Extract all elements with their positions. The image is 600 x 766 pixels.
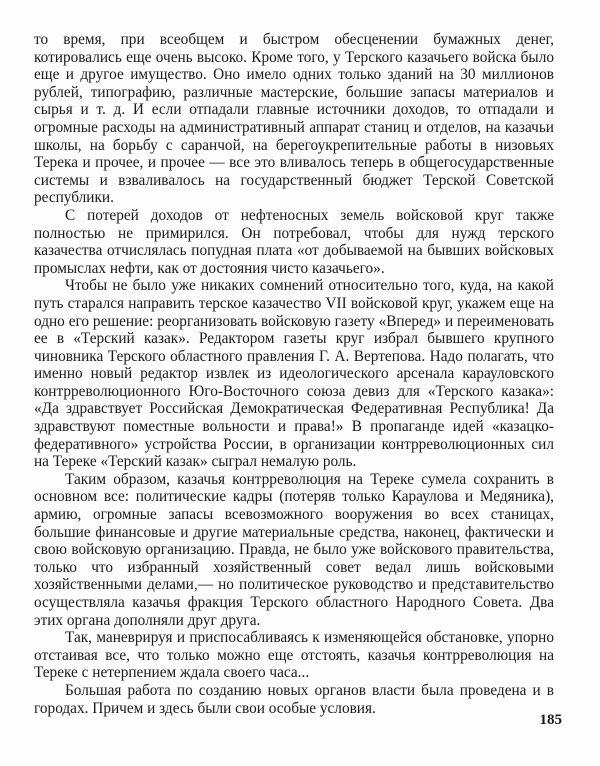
paragraph-continuation: то время, при всеобщем и быстром обесценении бумажных денег, котировались еще очень высоко. Кроме того, у Терского казачьего войска было еще и другое имущество. Оно имело одних только зданий на 30 миллионов рублей, типографию, различные мастерские, большие запасы материалов и сырья и т. д. И если отпадали главные источники доходов, то отпадали и огромные расходы на административный аппарат станиц и отделов, на казачьи школы, на борьбу с саранчой, на берегоукрепительные работы в низовьях Терека и прочее, и прочее — все это вливалось теперь в общегосударственные системы и взваливалось на государственный бюджет Терской Советской республики. [34,31,554,207]
paragraph: Таким образом, казачья контрреволюция на Тереке сумела сохранить в основном все: политические кадры (потеряв только Караулова и Медяника), армию, огромные запасы всевозможного вооружения во всех станицах, большие финансовые и другие материальные средства, наконец, фактически и свою войсковую организацию. Правда, не было уже войскового правительства, только что избранный хозяйственный совет ведал лишь войсковыми хозяйственными делами,— но политическое руководство и представительство осуществляла казачья фракция Терского областного Народного Совета. Два этих органа дополняли друг друга. [34,470,554,629]
body-text [34,31,554,717]
paragraph: Чтобы не было уже никаких сомнений относительно того, куда, на какой путь старался направить терское казачество VII войсковой круг, укажем еще на одно его решение: реорганизовать войсковую газету «Вперед» и переименовать ее в «Терский казак». Редактором газеты круг избрал бывшего крупного чиновника Терского областного правления Г. А. Вертепова. Надо полагать, что именно новый редактор извлек из идеологического арсенала карауловского контрреволюционного Юго-Восточного союза девиз для «Терского казака»: «Да здравствует Российская Демократическая Федеративная Республика! Да здравствуют поместные вольности и права!» В пропаганде идей «казацко-федеративного» устройства России, в организации контрреволюционных сил на Тереке «Терский казак» сыграл немалую роль. [34,277,554,471]
page-number: 185 [539,712,562,728]
paragraph: С потерей доходов от нефтеносных земель войсковой круг также полностью не примирился. Он потребовал, чтобы для нужд терского казачества отчислялась попудная плата «от добываемой на бывших войсковых промыслах нефти, как от достояния чисто казачьего». [34,206,554,277]
paragraph: Большая работа по созданию новых органов власти была проведена и в городах. Причем и здесь были свои особые условия. [34,681,554,717]
paragraph: Так, маневрируя и приспосабливаясь к изменяющейся обстановке, упорно отстаивая все, что только можно еще отстоять, казачья контрреволюция на Тереке с нетерпением ждала своего часа... [34,629,554,682]
